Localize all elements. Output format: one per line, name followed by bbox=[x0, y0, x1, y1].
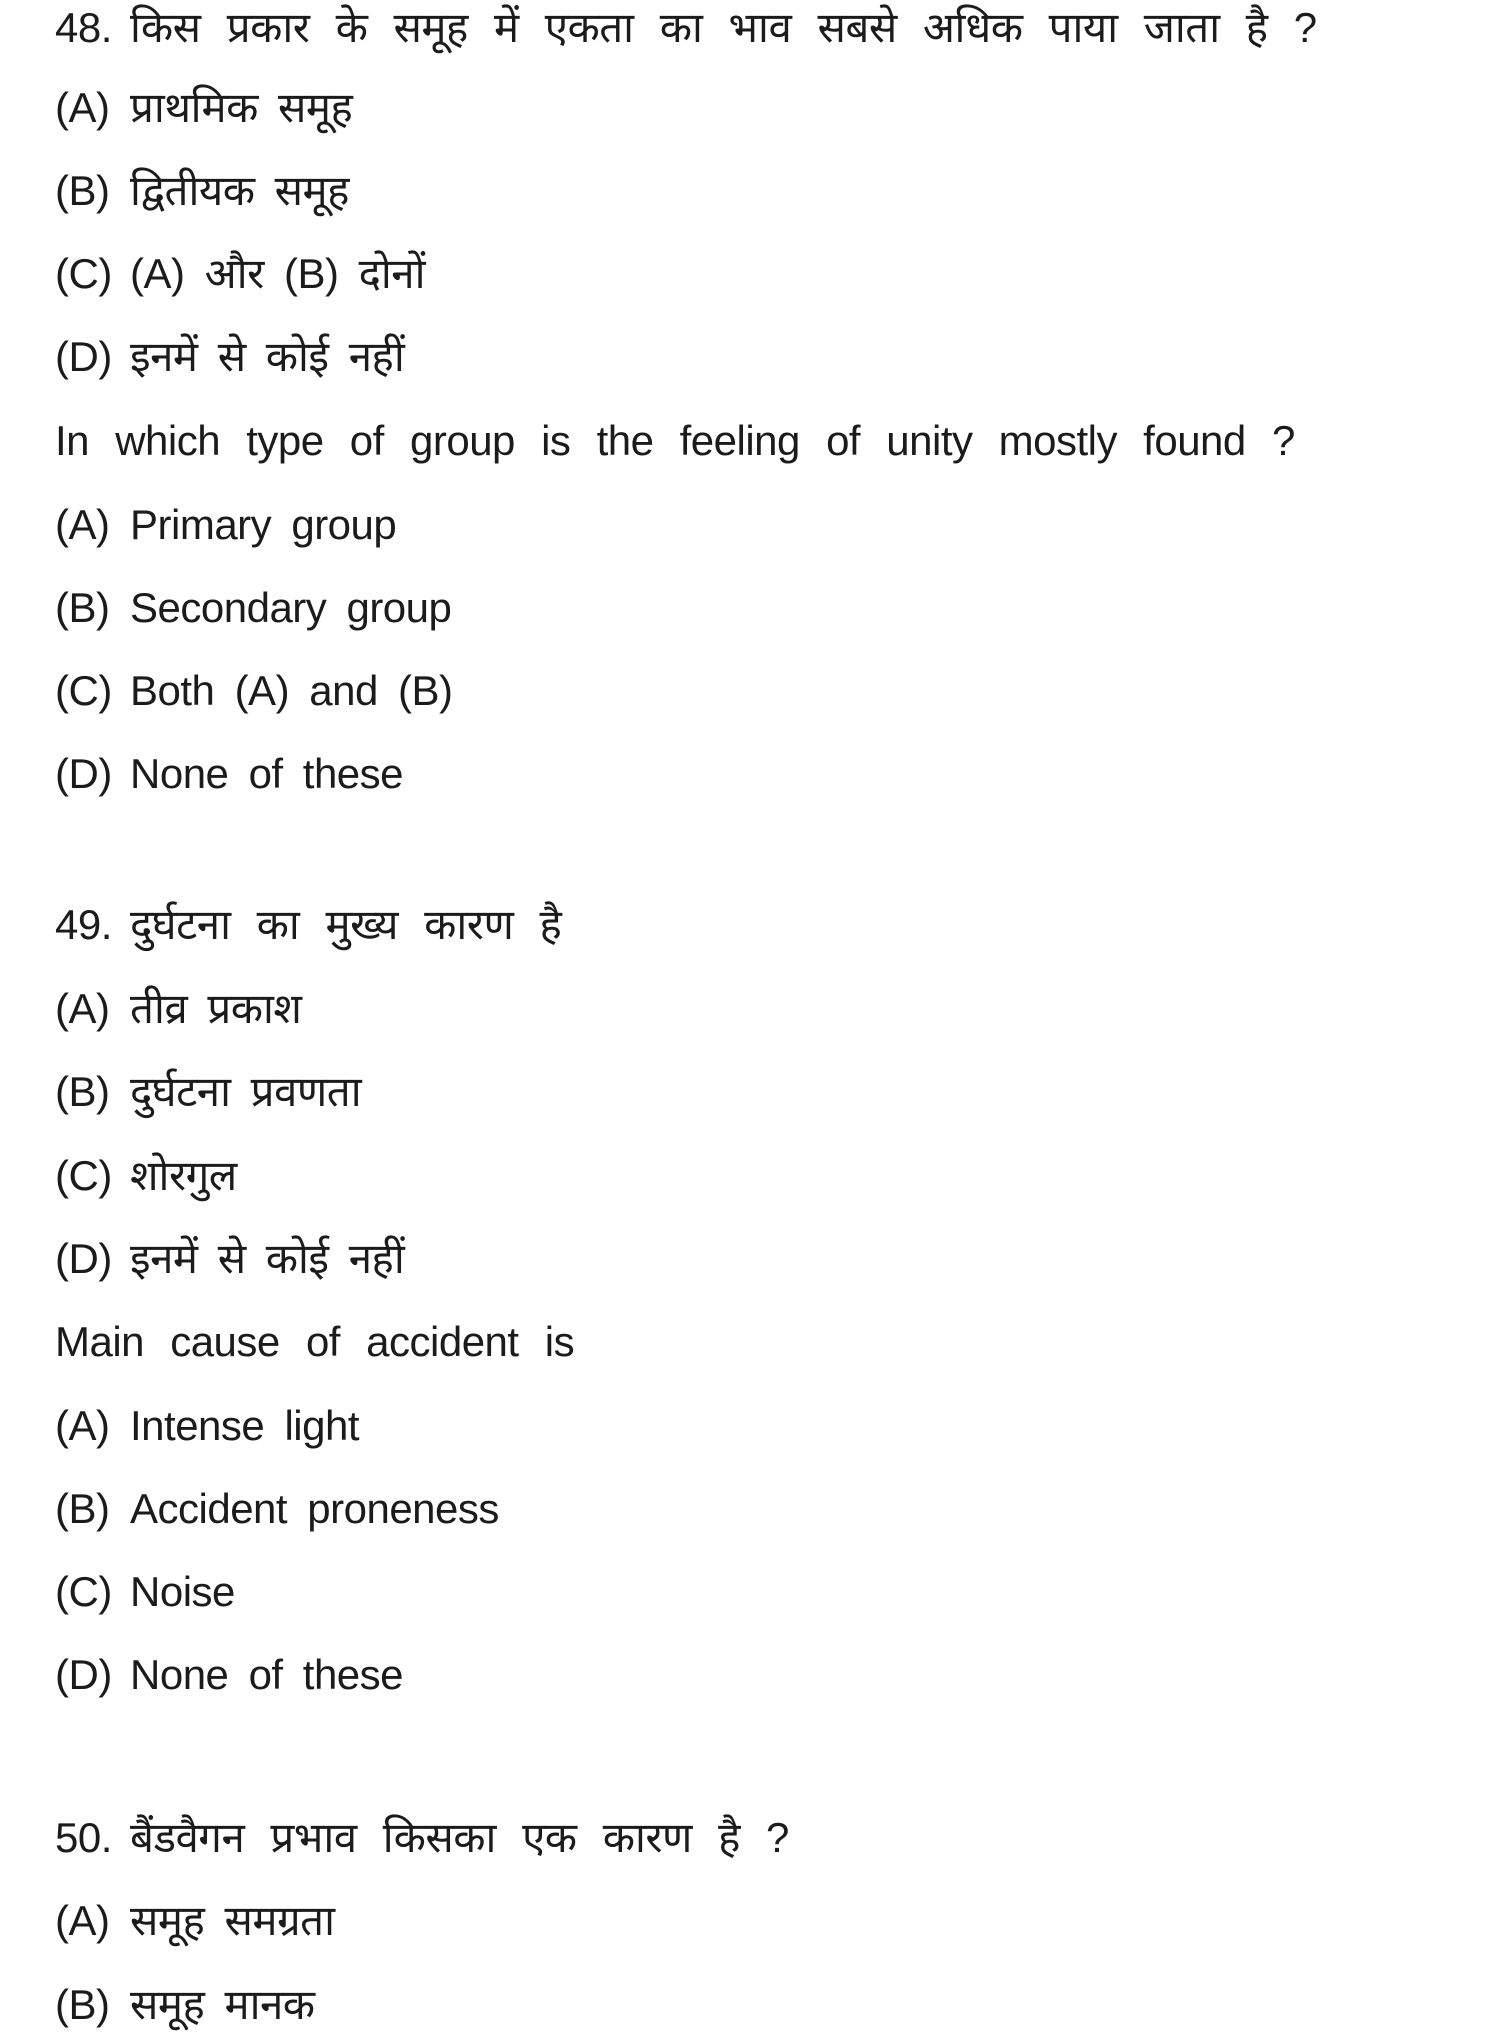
option-text: समूह मानक bbox=[130, 1981, 315, 2028]
question-48-english-text: In which type of group is the feeling of unity mostly found ? bbox=[55, 417, 1295, 464]
option-text: Both (A) and (B) bbox=[130, 667, 453, 714]
option-label: (B) bbox=[55, 1068, 110, 1115]
option-text: दुर्घटना प्रवणता bbox=[130, 1068, 362, 1115]
option-label: (C) bbox=[55, 667, 112, 714]
question-48-hindi bbox=[55, 4, 1317, 52]
q49-hindi-option-b bbox=[55, 1068, 361, 1116]
option-label: (A) bbox=[55, 1402, 110, 1449]
option-text: Accident proneness bbox=[130, 1485, 499, 1532]
option-text: प्राथमिक समूह bbox=[130, 84, 353, 131]
question-49-hindi bbox=[55, 901, 561, 949]
q49-hindi-option-a bbox=[55, 985, 301, 1033]
q50-hindi-option-a bbox=[55, 1897, 335, 1945]
q48-hindi-option-b bbox=[55, 167, 349, 215]
question-48-number: 48. bbox=[55, 4, 112, 51]
option-label: (A) bbox=[55, 1897, 110, 1944]
q49-english-option-a bbox=[55, 1402, 359, 1450]
option-label: (C) bbox=[55, 1568, 112, 1615]
q50-hindi-option-b bbox=[55, 1981, 315, 2029]
q49-hindi-option-c bbox=[55, 1152, 237, 1200]
q48-english-option-c bbox=[55, 667, 452, 715]
q49-english-option-d bbox=[55, 1651, 403, 1699]
question-50-hindi bbox=[55, 1814, 789, 1862]
question-49-english-text: Main cause of accident is bbox=[55, 1318, 575, 1365]
question-48-hindi-text: किस प्रकार के समूह में एकता का भाव सबसे अधिक पाया जाता है ? bbox=[130, 4, 1317, 51]
option-label: (D) bbox=[55, 333, 112, 380]
question-49-english bbox=[55, 1318, 574, 1366]
question-50-number: 50. bbox=[55, 1814, 112, 1861]
q48-hindi-option-a bbox=[55, 84, 352, 132]
option-label: (D) bbox=[55, 750, 112, 797]
option-label: (A) bbox=[55, 501, 110, 548]
q48-english-option-b bbox=[55, 584, 451, 632]
option-text: None of these bbox=[130, 750, 404, 797]
question-48-english bbox=[55, 417, 1295, 465]
option-text: Secondary group bbox=[130, 584, 452, 631]
option-text: None of these bbox=[130, 1651, 404, 1698]
q48-english-option-a bbox=[55, 501, 396, 549]
option-label: (A) bbox=[55, 84, 110, 131]
question-50-hindi-text: बैंडवैगन प्रभाव किसका एक कारण है ? bbox=[130, 1814, 789, 1861]
option-text: इनमें से कोई नहीं bbox=[130, 1235, 405, 1282]
option-text: (A) और (B) दोनों bbox=[130, 250, 425, 297]
option-text: इनमें से कोई नहीं bbox=[130, 333, 405, 380]
option-text: Noise bbox=[130, 1568, 235, 1615]
question-49-number: 49. bbox=[55, 901, 112, 948]
option-label: (A) bbox=[55, 985, 110, 1032]
q48-hindi-option-c bbox=[55, 250, 425, 298]
option-text: Primary group bbox=[130, 501, 397, 548]
q49-english-option-b bbox=[55, 1485, 499, 1533]
option-label: (B) bbox=[55, 584, 110, 631]
option-text: तीव्र प्रकाश bbox=[130, 985, 302, 1032]
option-label: (C) bbox=[55, 250, 112, 297]
option-label: (C) bbox=[55, 1152, 112, 1199]
option-text: द्वितीयक समूह bbox=[130, 167, 349, 214]
q49-hindi-option-d bbox=[55, 1235, 404, 1283]
option-text: शोरगुल bbox=[130, 1152, 237, 1199]
option-label: (B) bbox=[55, 1485, 110, 1532]
q48-hindi-option-d bbox=[55, 333, 404, 381]
q48-english-option-d bbox=[55, 750, 403, 798]
option-label: (D) bbox=[55, 1651, 112, 1698]
option-text: समूह समग्रता bbox=[130, 1897, 335, 1944]
question-49-hindi-text: दुर्घटना का मुख्य कारण है bbox=[130, 901, 562, 948]
option-label: (B) bbox=[55, 167, 110, 214]
option-label: (D) bbox=[55, 1235, 112, 1282]
option-text: Intense light bbox=[130, 1402, 359, 1449]
q49-english-option-c bbox=[55, 1568, 235, 1616]
option-label: (B) bbox=[55, 1981, 110, 2028]
